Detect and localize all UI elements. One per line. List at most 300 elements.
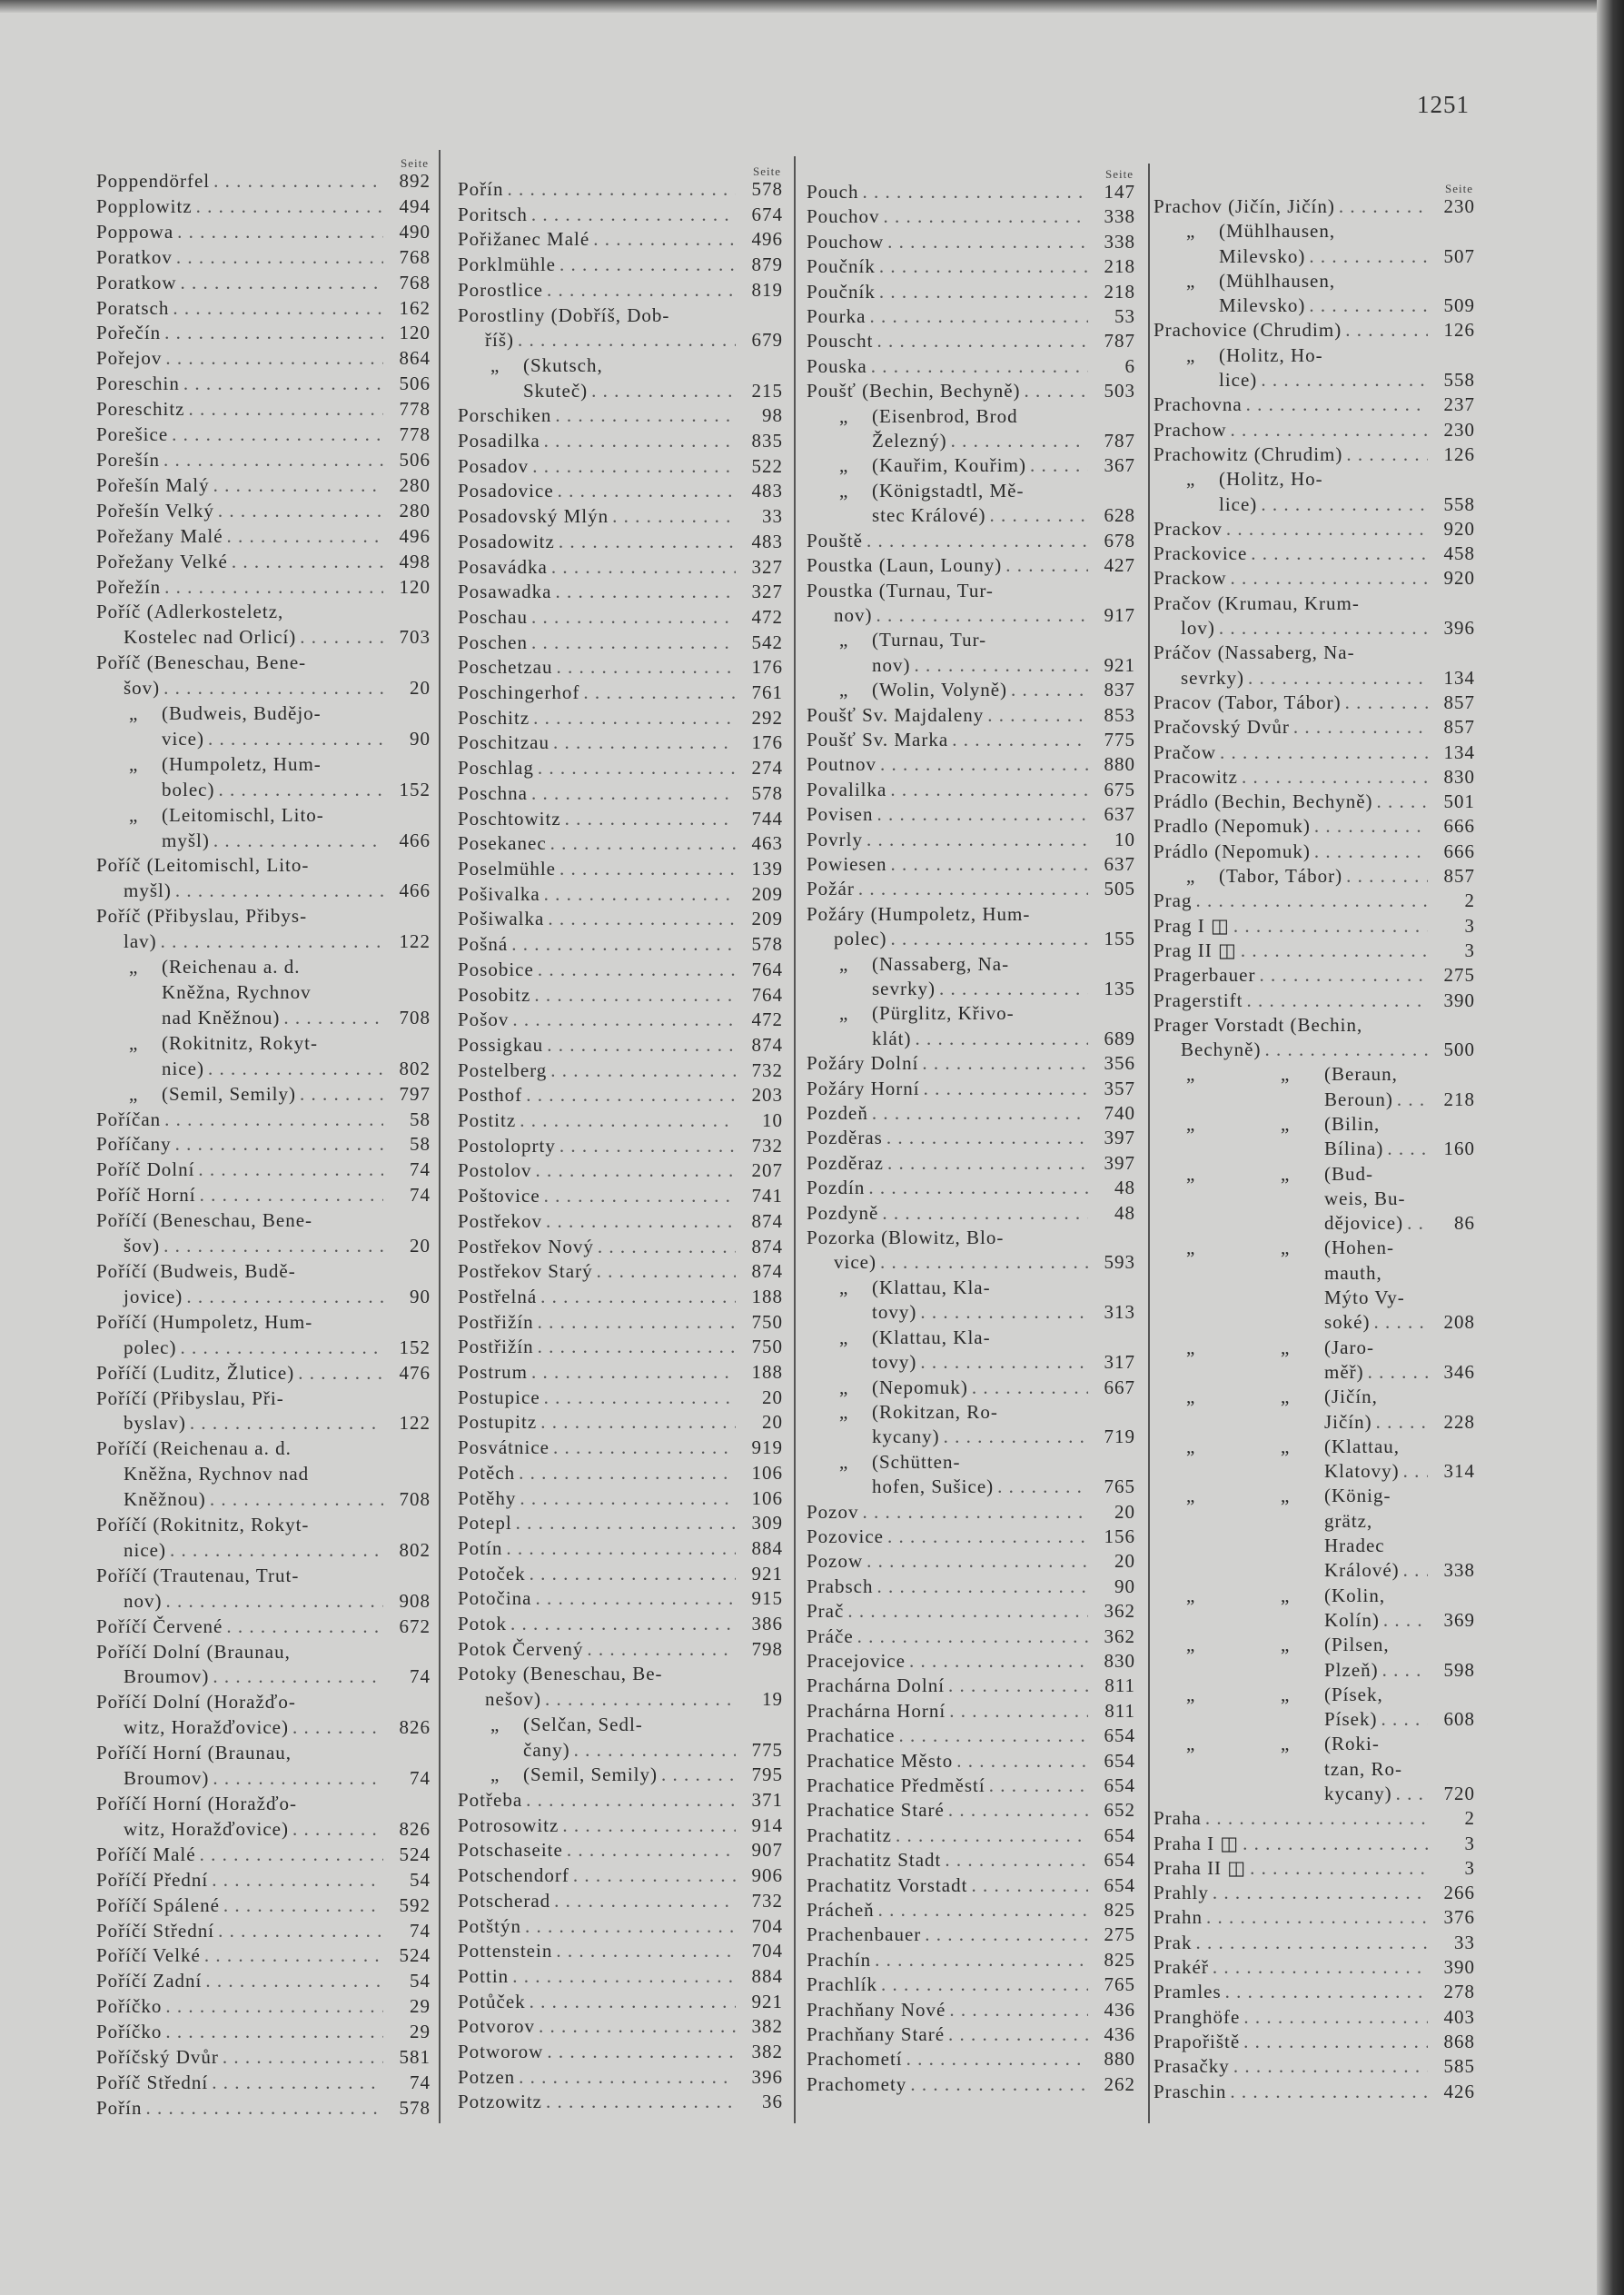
page-reference: 188 xyxy=(751,1361,783,1384)
index-entry xyxy=(458,429,783,454)
entry-name: Kostelec nad Orlicí) xyxy=(124,626,297,649)
page-reference: 156 xyxy=(1104,1525,1135,1547)
page-reference: 98 xyxy=(762,404,783,427)
entry-name: Pozděras xyxy=(807,1127,883,1149)
entry-line xyxy=(458,1360,783,1386)
page-reference: 134 xyxy=(1443,740,1475,763)
index-entry xyxy=(807,1922,1135,1947)
page-reference: 90 xyxy=(1114,1575,1135,1597)
entry-name: Prachometí xyxy=(807,2048,903,2071)
page-reference: 207 xyxy=(751,1159,783,1182)
dot-leader xyxy=(854,1624,1088,1649)
entry-name: Prachov (Jičín, Jičín) xyxy=(1154,195,1335,217)
entry-name: Pračov (Krumau, Krum- xyxy=(1154,591,1360,614)
dot-leader xyxy=(550,730,736,756)
entry-name: Poratkow xyxy=(96,271,177,293)
dot-leader xyxy=(530,706,736,731)
dot-leader xyxy=(1246,1856,1428,1881)
entry-line xyxy=(96,1969,431,1994)
entry-name: Pořín xyxy=(96,2096,143,2119)
entry-name: Posadowitz xyxy=(458,530,555,552)
index-entry xyxy=(1154,1905,1475,1930)
entry-name: Poříčí Velké xyxy=(96,1944,201,1967)
page-reference: 884 xyxy=(751,1964,783,1987)
entry-name: lice) xyxy=(1219,369,1258,392)
index-entry xyxy=(807,678,1135,702)
entry-name: Potůček xyxy=(458,1990,526,2012)
dot-leader xyxy=(895,1724,1088,1748)
index-entry xyxy=(458,504,783,530)
ditto-mark: „ xyxy=(1186,1063,1196,1086)
entry-name: Prachatice Předměstí xyxy=(807,1774,985,1796)
page-reference: 309 xyxy=(751,1512,783,1535)
index-entry xyxy=(1154,1336,1475,1386)
index-entry xyxy=(96,1741,431,1792)
entry-line xyxy=(1154,517,1475,541)
dot-leader xyxy=(911,653,1089,678)
entry-name: vice) xyxy=(162,727,204,750)
entry-name: (Wolin, Volyně) xyxy=(872,679,1008,701)
entry-line xyxy=(1154,1112,1475,1137)
dot-leader xyxy=(1002,553,1088,578)
index-entry xyxy=(807,778,1135,802)
page-reference: 53 xyxy=(1114,305,1135,328)
entry-line xyxy=(458,1158,783,1184)
entry-line xyxy=(807,404,1135,429)
ditto-mark: „ xyxy=(1281,1237,1291,1259)
page-reference: 357 xyxy=(1104,1077,1135,1099)
dot-leader xyxy=(157,929,383,955)
index-entry xyxy=(458,1990,783,2015)
index-entry xyxy=(458,1889,783,1914)
entry-line xyxy=(1154,641,1475,665)
index-entry xyxy=(458,1562,783,1587)
entry-name: Prag xyxy=(1154,889,1193,912)
page-reference: 496 xyxy=(751,228,783,251)
entry-line xyxy=(1154,1062,1475,1087)
entry-name: Poříčí (Rokitnitz, Rokyt- xyxy=(96,1514,310,1536)
entry-name: Potočina xyxy=(458,1587,532,1610)
entry-line xyxy=(1154,1187,1475,1211)
page-reference: 120 xyxy=(399,575,431,598)
index-entry xyxy=(807,1773,1135,1798)
index-entry xyxy=(807,1724,1135,1748)
dot-leader xyxy=(1392,1782,1428,1806)
dot-leader xyxy=(1226,2080,1428,2104)
entry-line xyxy=(458,1662,783,1687)
entry-name: Železný) xyxy=(872,430,947,452)
page-reference: 678 xyxy=(1104,529,1135,551)
page-reference: 463 xyxy=(751,832,783,855)
page-reference: 880 xyxy=(1104,2048,1135,2071)
page-reference: 825 xyxy=(1104,1948,1135,1971)
index-entry xyxy=(458,1763,783,1788)
dot-leader xyxy=(867,354,1088,379)
entry-name: Postupice xyxy=(458,1386,540,1408)
scan-top-edge xyxy=(0,0,1624,13)
page-reference: 208 xyxy=(1443,1311,1475,1334)
entry-line xyxy=(458,1813,783,1839)
entry-line xyxy=(96,1614,431,1640)
dot-leader xyxy=(1243,989,1428,1013)
page-reference: 765 xyxy=(1104,1475,1135,1498)
dot-leader xyxy=(588,379,736,404)
entry-line xyxy=(807,204,1135,229)
dot-leader xyxy=(209,1664,383,1690)
entry-name: hofen, Sušice) xyxy=(872,1475,995,1498)
dot-leader xyxy=(1372,1410,1428,1435)
entry-name: Kolín) xyxy=(1324,1608,1380,1631)
index-entry xyxy=(96,651,431,701)
ditto-mark: „ xyxy=(490,1763,500,1786)
page-reference: 835 xyxy=(751,430,783,452)
dot-leader xyxy=(1305,244,1428,269)
page-reference: 674 xyxy=(751,203,783,225)
entry-name: Potok Červený xyxy=(458,1637,584,1660)
page-reference: 874 xyxy=(751,1260,783,1283)
index-entry xyxy=(1154,1832,1475,1856)
entry-name: (Klattau, xyxy=(1324,1435,1401,1457)
entry-name: Poušť Sv. Marka xyxy=(807,728,949,750)
page-reference: 33 xyxy=(1454,1931,1475,1953)
index-entry xyxy=(807,1176,1135,1200)
page-reference: 868 xyxy=(1443,2030,1475,2052)
entry-line xyxy=(807,1027,1135,1051)
entry-name: myšl) xyxy=(124,879,172,902)
page-reference: 654 xyxy=(1104,1774,1135,1796)
index-entry xyxy=(458,1360,783,1386)
index-entry xyxy=(96,1183,431,1208)
entry-name: šov) xyxy=(124,677,161,700)
page-reference: 427 xyxy=(1104,554,1135,577)
entry-name: Potepl xyxy=(458,1512,512,1535)
index-entry xyxy=(807,280,1135,304)
index-entry xyxy=(96,321,431,346)
entry-name: Pořežany Velké xyxy=(96,550,228,572)
index-entry xyxy=(807,1674,1135,1698)
entry-line xyxy=(96,2020,431,2045)
entry-line xyxy=(96,1462,431,1487)
entry-name: šov) xyxy=(124,1235,161,1257)
dot-leader xyxy=(918,1051,1088,1076)
page-reference: 106 xyxy=(751,1486,783,1509)
index-entry xyxy=(1154,1013,1475,1063)
entry-name: Prachovice (Chrudim) xyxy=(1154,319,1342,342)
page-reference: 825 xyxy=(1104,1899,1135,1922)
entry-line xyxy=(96,701,431,727)
dot-leader xyxy=(548,555,736,581)
dot-leader xyxy=(555,530,736,555)
entry-name: (Jičín, xyxy=(1324,1386,1378,1408)
index-entry xyxy=(1154,591,1475,641)
entry-name: Prackow xyxy=(1154,567,1227,590)
page-reference: 218 xyxy=(1443,1088,1475,1110)
entry-line xyxy=(1154,1261,1475,1286)
index-entry xyxy=(807,180,1135,204)
dot-leader xyxy=(941,1848,1088,1873)
ditto-mark: „ xyxy=(839,1002,849,1025)
dot-leader xyxy=(876,752,1088,777)
entry-name: Králové) xyxy=(1324,1559,1400,1582)
index-entry xyxy=(458,631,783,656)
index-entry xyxy=(458,2014,783,2040)
entry-line xyxy=(807,453,1135,478)
ditto-mark: „ xyxy=(1186,1162,1196,1185)
entry-name: jovice) xyxy=(124,1285,183,1307)
index-entry xyxy=(96,1208,431,1259)
entry-line xyxy=(807,529,1135,553)
entry-line xyxy=(458,227,783,253)
dot-leader xyxy=(169,296,383,322)
ditto-mark: „ xyxy=(129,752,139,775)
page-reference: 209 xyxy=(751,882,783,905)
entry-name: Klatovy) xyxy=(1324,1460,1400,1483)
dot-leader xyxy=(223,1614,383,1640)
entry-line xyxy=(807,802,1135,827)
entry-line xyxy=(96,651,431,676)
page-reference: 58 xyxy=(410,1108,431,1130)
entry-line xyxy=(96,600,431,625)
dot-leader xyxy=(589,227,736,253)
index-entry xyxy=(96,1893,431,1919)
dot-leader xyxy=(550,1889,736,1914)
entry-name: Powiesen xyxy=(807,852,887,875)
page-reference: 230 xyxy=(1443,418,1475,441)
ditto-mark: „ xyxy=(1186,220,1196,243)
dot-leader xyxy=(201,1943,383,1969)
page-reference: 74 xyxy=(410,1158,431,1181)
dot-leader xyxy=(502,1536,736,1562)
page-reference: 892 xyxy=(399,170,431,192)
page-reference: 837 xyxy=(1104,679,1135,701)
entry-line xyxy=(1154,666,1475,690)
entry-name: nice) xyxy=(162,1057,204,1079)
page-reference: 908 xyxy=(399,1589,431,1612)
entry-name: Prachenbauer xyxy=(807,1923,922,1946)
entry-line xyxy=(96,676,431,701)
index-entry xyxy=(458,1410,783,1436)
dot-leader xyxy=(569,1863,736,1889)
index-entry xyxy=(458,1939,783,1964)
page-reference: 764 xyxy=(751,958,783,980)
index-entry xyxy=(1154,318,1475,343)
entry-line xyxy=(807,1126,1135,1150)
entry-name: Prádlo (Nepomuk) xyxy=(1154,840,1311,862)
index-entry xyxy=(96,1132,431,1157)
dot-leader xyxy=(556,253,736,278)
page-reference: 819 xyxy=(751,278,783,301)
entry-name: Porklmühle xyxy=(458,253,556,276)
index-entry xyxy=(1154,840,1475,864)
index-entry xyxy=(96,1386,431,1437)
entry-line xyxy=(807,1575,1135,1599)
entry-name: (Budweis, Budějo- xyxy=(162,702,322,725)
dot-leader xyxy=(1305,293,1428,318)
page-reference: 209 xyxy=(751,908,783,930)
entry-line xyxy=(807,703,1135,728)
index-entry xyxy=(96,701,431,752)
index-entry xyxy=(458,1108,783,1134)
entry-line xyxy=(96,321,431,346)
index-entry xyxy=(96,1436,431,1513)
entry-name: Poříčko xyxy=(96,1995,163,2018)
entry-line xyxy=(807,603,1135,628)
entry-line xyxy=(458,177,783,203)
entry-line xyxy=(807,280,1135,304)
page-reference: 732 xyxy=(751,1134,783,1157)
entry-name: Pořešín Malý xyxy=(96,473,210,496)
index-entry xyxy=(807,1051,1135,1076)
entry-line xyxy=(96,1361,431,1386)
entry-name: Postitz xyxy=(458,1109,517,1132)
entry-line xyxy=(1154,1732,1475,1756)
entry-name: (Skutsch, xyxy=(523,353,603,376)
page-reference: 498 xyxy=(399,550,431,572)
ditto-mark: „ xyxy=(1186,269,1196,292)
page-reference: 386 xyxy=(751,1613,783,1635)
entry-name: Poušť Sv. Majdaleny xyxy=(807,703,985,726)
entry-line xyxy=(807,1624,1135,1649)
index-entry xyxy=(807,479,1135,529)
entry-line xyxy=(1154,814,1475,839)
page-reference: 367 xyxy=(1104,454,1135,477)
index-entry xyxy=(458,882,783,908)
entry-line xyxy=(96,1336,431,1361)
entry-line xyxy=(807,2047,1135,2071)
dot-leader xyxy=(916,1300,1088,1325)
entry-name: čany) xyxy=(523,1738,570,1761)
page-reference: 356 xyxy=(1104,1052,1135,1075)
entry-line xyxy=(96,397,431,422)
entry-line xyxy=(807,180,1135,204)
entry-name: Posobice xyxy=(458,958,534,980)
entry-name: Poříč (Přibyslau, Přibys- xyxy=(96,905,308,928)
page-reference: 496 xyxy=(399,524,431,547)
page-reference: 147 xyxy=(1104,181,1135,203)
entry-name: Poříčí (Budweis, Budě- xyxy=(96,1259,296,1282)
dot-leader xyxy=(551,580,736,605)
page-reference: 135 xyxy=(1104,978,1135,999)
entry-name: nešov) xyxy=(485,1688,541,1711)
index-entry xyxy=(96,752,431,803)
index-entry xyxy=(458,2040,783,2065)
entry-line xyxy=(807,1674,1135,1698)
index-entry xyxy=(1154,1955,1475,1980)
index-entry xyxy=(1154,1162,1475,1237)
entry-name: Beroun) xyxy=(1324,1088,1393,1110)
entry-line xyxy=(458,1436,783,1461)
entry-name: kycany) xyxy=(872,1426,940,1448)
entry-name: Práčov (Nassaberg, Na- xyxy=(1154,641,1355,664)
entry-name: Plzeň) xyxy=(1324,1658,1379,1681)
index-entry xyxy=(1154,790,1475,814)
entry-line xyxy=(458,1310,783,1336)
entry-line xyxy=(96,169,431,194)
index-entry xyxy=(458,1788,783,1813)
dot-leader xyxy=(512,1511,736,1536)
dot-leader xyxy=(172,879,383,904)
page-reference: 346 xyxy=(1443,1360,1475,1383)
dot-leader xyxy=(296,1082,383,1108)
entry-line xyxy=(807,230,1135,254)
page-reference: 507 xyxy=(1443,244,1475,267)
dot-leader xyxy=(1290,715,1428,740)
entry-name: tzan, Ro- xyxy=(1324,1757,1402,1780)
page-reference: 162 xyxy=(399,296,431,319)
index-entry xyxy=(96,2020,431,2045)
entry-line xyxy=(458,2040,783,2065)
page-reference: 750 xyxy=(751,1310,783,1333)
dot-leader xyxy=(522,1083,736,1108)
entry-name: Praha I ◫ xyxy=(1154,1832,1240,1854)
index-entry xyxy=(1154,939,1475,963)
index-entry xyxy=(458,1033,783,1058)
entry-line xyxy=(458,203,783,228)
dot-leader xyxy=(903,2047,1088,2071)
page-reference: 176 xyxy=(751,656,783,679)
index-entry xyxy=(807,1201,1135,1226)
entry-line xyxy=(807,1599,1135,1624)
entry-line xyxy=(96,1208,431,1234)
entry-name: (Jaro- xyxy=(1324,1336,1374,1358)
entry-name: (Pürglitz, Křivo- xyxy=(872,1002,1015,1025)
entry-name: Poříčí Malé xyxy=(96,1843,196,1865)
index-entry xyxy=(807,354,1135,379)
page-reference: 802 xyxy=(399,1057,431,1079)
dot-leader xyxy=(521,1914,736,1940)
entry-name: Prachatice xyxy=(807,1724,896,1747)
ditto-mark: „ xyxy=(1281,1063,1291,1086)
entry-line xyxy=(96,1994,431,2020)
entry-name: Poříč Střední xyxy=(96,2071,209,2093)
index-entry xyxy=(1154,1112,1475,1162)
entry-name: (Semil, Semily) xyxy=(162,1082,296,1105)
entry-line xyxy=(1154,1707,1475,1732)
page-reference: 20 xyxy=(410,1235,431,1257)
entry-name: Poschen xyxy=(458,631,528,653)
index-entry xyxy=(96,1310,431,1361)
index-entry xyxy=(1154,566,1475,591)
dot-leader xyxy=(1379,1658,1428,1683)
entry-name: Poříč Dolní xyxy=(96,1158,195,1181)
entry-line xyxy=(96,372,431,397)
page-reference: 704 xyxy=(751,1914,783,1937)
entry-line xyxy=(458,932,783,958)
entry-name: Postřižín xyxy=(458,1310,534,1333)
entry-line xyxy=(1154,1211,1475,1236)
entry-line xyxy=(458,983,783,1008)
dot-leader xyxy=(537,1285,736,1310)
entry-line xyxy=(96,194,431,220)
index-entry xyxy=(1154,269,1475,319)
dot-leader xyxy=(208,2071,383,2096)
entry-line xyxy=(96,1817,431,1843)
index-entry xyxy=(96,296,431,322)
index-entry xyxy=(458,353,783,403)
entry-name: Posawadka xyxy=(458,581,552,603)
index-entry xyxy=(807,1998,1135,2022)
entry-name: Pozovice xyxy=(807,1525,884,1547)
entry-line xyxy=(96,1259,431,1285)
ditto-mark: „ xyxy=(1281,1435,1291,1457)
dot-leader xyxy=(196,1183,383,1208)
entry-name: (Holitz, Ho- xyxy=(1219,468,1323,491)
entry-name: nov) xyxy=(872,653,911,676)
dot-leader xyxy=(1257,492,1428,517)
dot-leader xyxy=(296,625,383,651)
entry-line xyxy=(458,605,783,631)
entry-line xyxy=(96,1715,431,1741)
